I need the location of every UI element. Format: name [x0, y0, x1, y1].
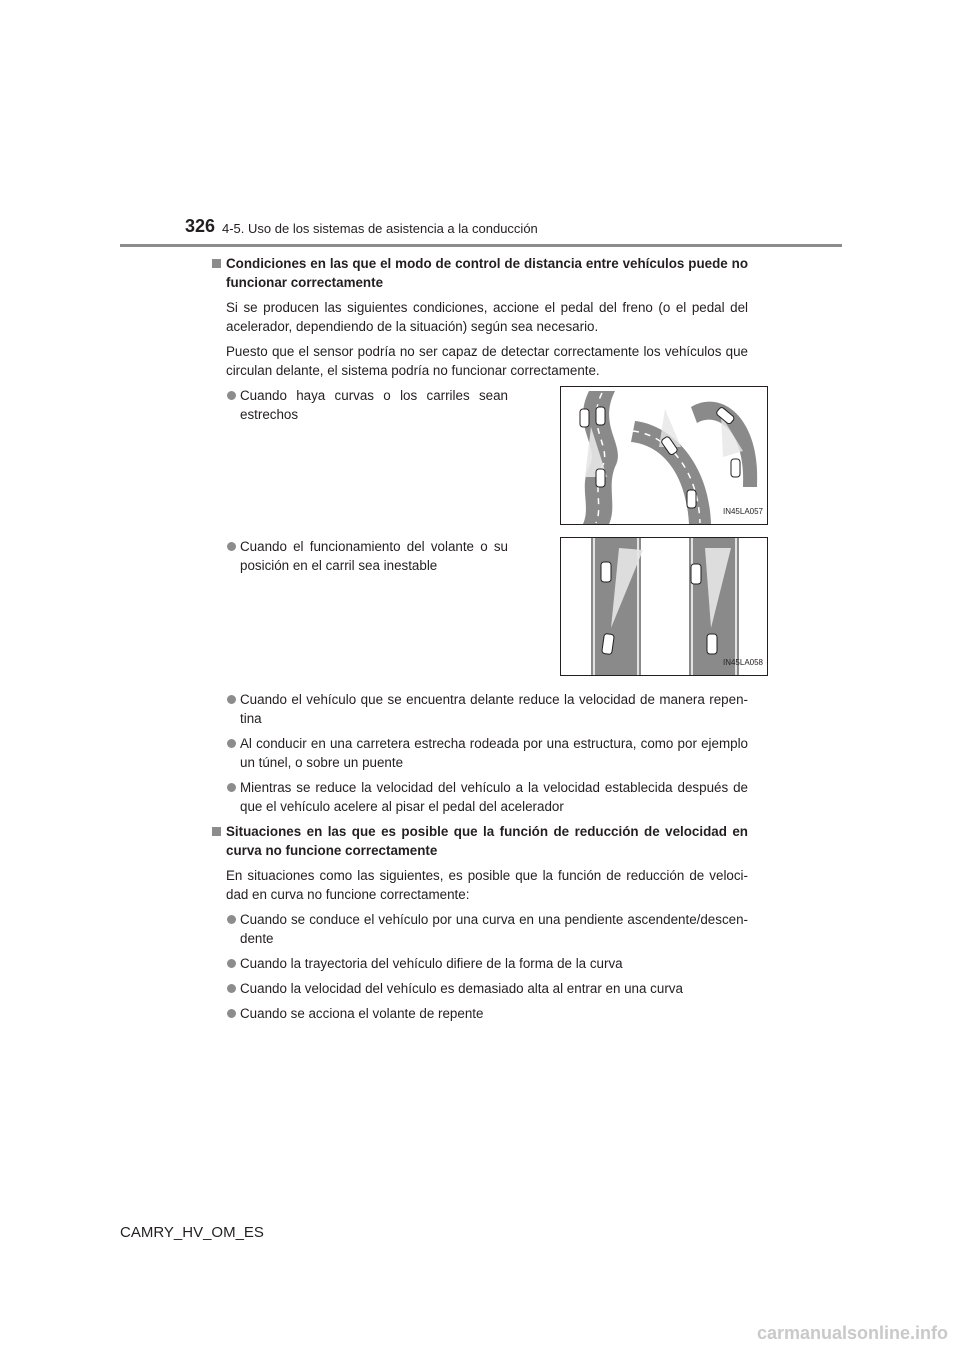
bullet-text: Cuando se acciona el volante de repente [240, 1006, 484, 1021]
paragraph: Si se producen las siguientes condiciones, accione el pedal del freno (o el pedal del acelerador, dependiendo de la situación) según sea necesario. [226, 300, 748, 334]
round-bullet-icon [227, 984, 236, 993]
square-bullet-icon [212, 259, 221, 268]
section-heading-curve-speed [212, 822, 748, 860]
bullet-with-figure-curves [212, 386, 763, 525]
paragraph: Puesto que el sensor podría no ser capaz de detectar correctamente los vehículos que circulan delante, el sistema podría no funcionar correctamente. [226, 344, 748, 378]
bullet-item [212, 734, 748, 772]
section-heading-distance-control [212, 254, 748, 292]
bullet-item [212, 1004, 748, 1023]
bullet-with-figure-unstable [212, 537, 763, 678]
car [731, 459, 740, 477]
round-bullet-icon [227, 959, 236, 968]
car [687, 490, 696, 508]
bullet-text: Cuando el vehículo que se encuentra delante reduce la velocidad de manera repen-tina [240, 692, 748, 726]
page-number: 326 [185, 216, 216, 236]
bullet-text: Cuando la velocidad del vehículo es demasiado alta al entrar en una curva [240, 981, 683, 996]
bullet-text: Cuando el funcionamiento del volante o su posición en el carril sea inestable [240, 539, 508, 573]
bullet-item [212, 386, 508, 424]
car [601, 562, 611, 582]
watermark: carmanualsonline.info [756, 1323, 948, 1343]
round-bullet-icon [227, 1009, 236, 1018]
car [691, 564, 701, 584]
figure-curved-lanes [560, 386, 768, 525]
chapter-title: 4-5. Uso de los sistemas de asistencia a la conducción [222, 221, 538, 236]
bullet-item [212, 690, 748, 728]
car [716, 406, 736, 424]
bullet-text: Cuando haya curvas o los carriles sean estrechos [240, 388, 508, 422]
car [580, 409, 589, 427]
car [596, 407, 605, 425]
round-bullet-icon [227, 739, 236, 748]
car [707, 634, 717, 654]
heading-text: Condiciones en las que el modo de control de distancia entre vehículos puede no funcionar correctamente [226, 256, 748, 290]
round-bullet-icon [227, 695, 236, 704]
square-bullet-icon [212, 827, 221, 836]
round-bullet-icon [227, 542, 236, 551]
paragraph: En situaciones como las siguientes, es posible que la función de reducción de veloci-dad en curva no funcione correctamente: [226, 868, 748, 902]
heading-text: Situaciones en las que es posible que la función de reducción de velocidad en curva no funcione correctamente [226, 824, 748, 858]
figure-unstable-steering [560, 537, 768, 676]
bullet-item [212, 537, 508, 575]
figure-code: IN45LA057 [722, 507, 763, 516]
round-bullet-icon [227, 783, 236, 792]
round-bullet-icon [227, 391, 236, 400]
document-code: CAMRY_HV_OM_ES [120, 1224, 264, 1241]
car [602, 633, 615, 654]
figure-code: IN45LA058 [722, 658, 763, 667]
header-rule [120, 244, 842, 247]
bullet-item [212, 979, 748, 998]
bullet-text: Cuando se conduce el vehículo por una curva en una pendiente ascendente/descen-dente [240, 912, 748, 946]
bullet-item [212, 910, 748, 948]
bullet-text: Mientras se reduce la velocidad del vehículo a la velocidad establecida después de que el vehículo acelere al pisar el pedal del acelerador [240, 780, 748, 814]
bullet-text: Cuando la trayectoria del vehículo difiere de la forma de la curva [240, 956, 623, 971]
bullet-text: Al conducir en una carretera estrecha rodeada por una estructura, como por ejemplo un túnel, o sobre un puente [240, 736, 748, 770]
round-bullet-icon [227, 915, 236, 924]
car [596, 469, 605, 487]
bullet-item [212, 778, 748, 816]
page-content [212, 254, 763, 1029]
bullet-item [212, 954, 748, 973]
